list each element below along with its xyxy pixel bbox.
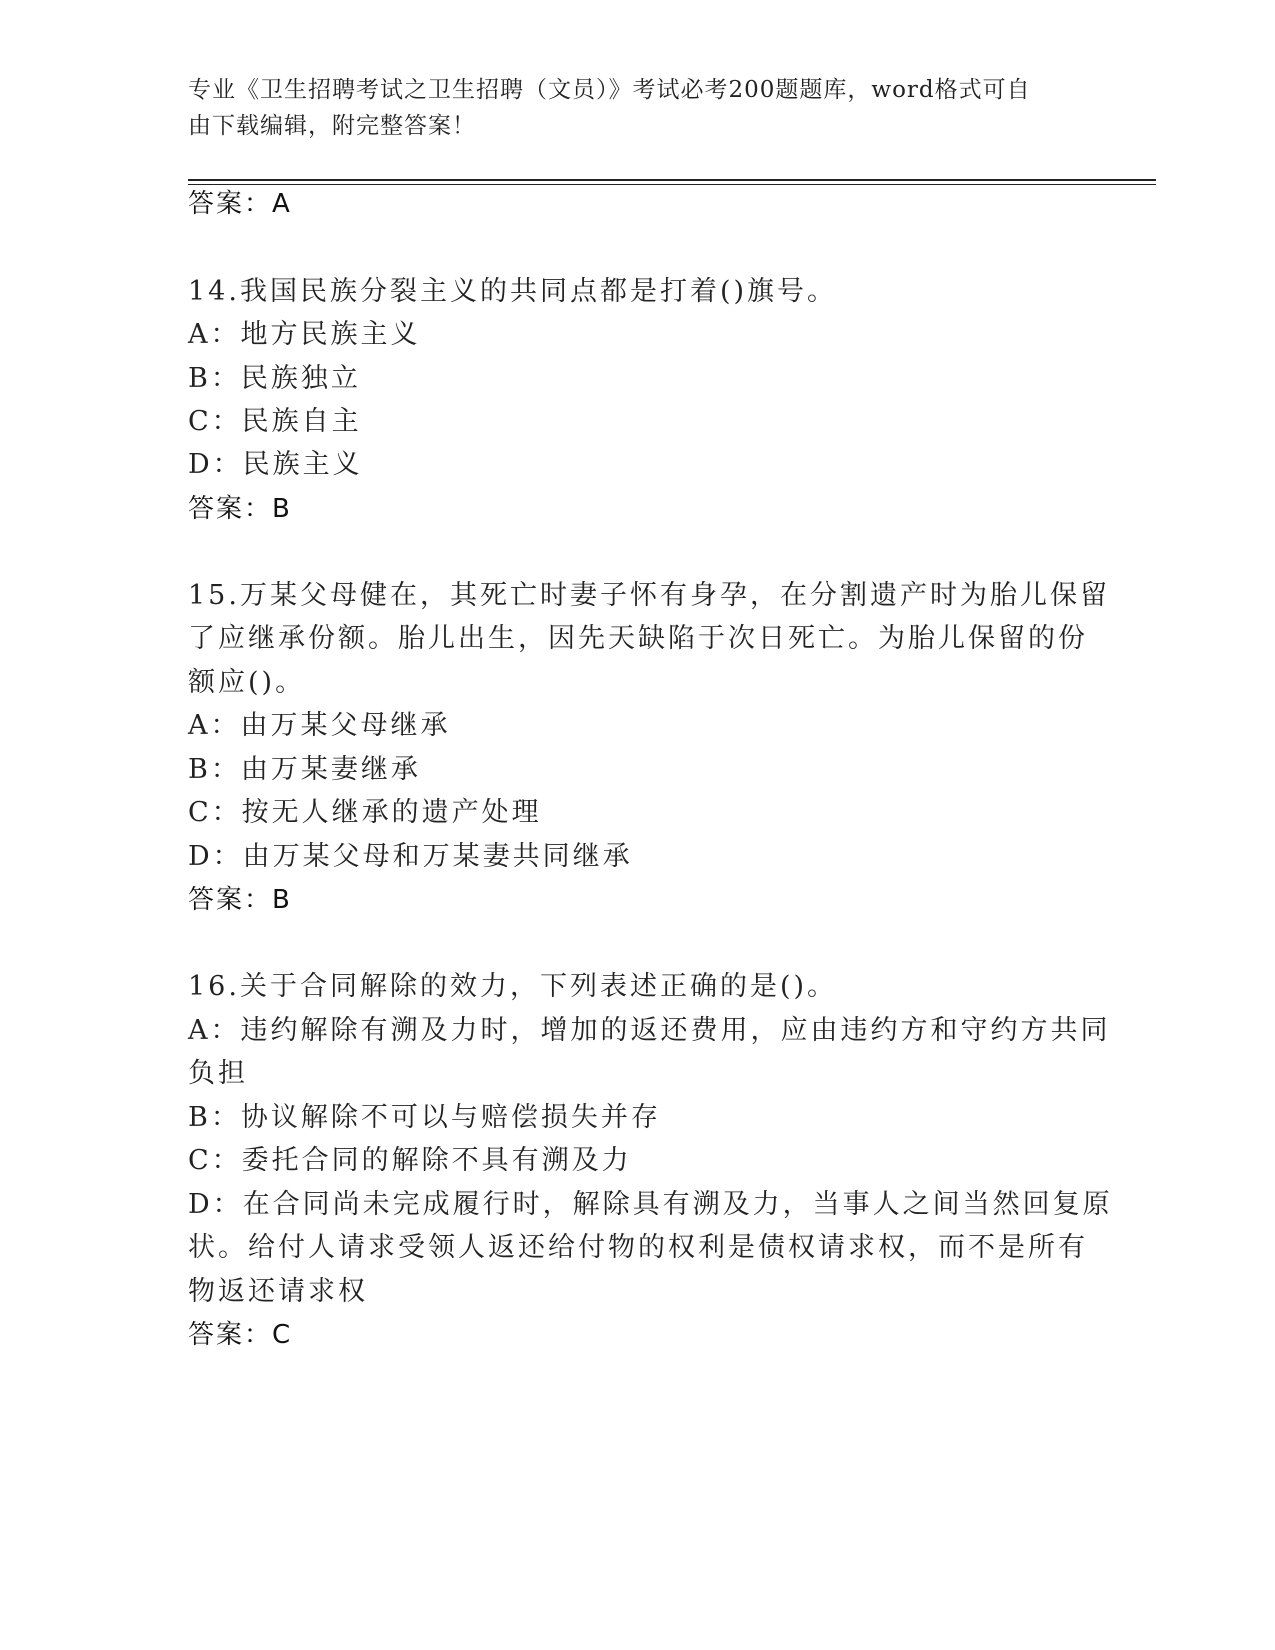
question-stem: 16.关于合同解除的效力，下列表述正确的是()。 bbox=[188, 971, 838, 1002]
question-stem-line-3: 额应()。 bbox=[188, 667, 306, 698]
header-divider-thick bbox=[188, 179, 1156, 181]
option-c: C：委托合同的解除不具有溯及力 bbox=[188, 1145, 632, 1176]
answer-previous: 答案：A bbox=[188, 189, 292, 219]
option-a-line-1: A：违约解除有溯及力时，增加的返还费用，应由违约方和守约方共同 bbox=[188, 1015, 1111, 1046]
header-line-2: 由下载编辑，附完整答案！ bbox=[188, 113, 476, 139]
answer: 答案：C bbox=[188, 1320, 293, 1350]
option-d: D：由万某父母和万某妻共同继承 bbox=[188, 841, 633, 872]
option-a: A：由万某父母继承 bbox=[188, 710, 451, 741]
option-a: A：地方民族主义 bbox=[188, 319, 421, 350]
answer: 答案：B bbox=[188, 494, 292, 524]
option-d-line-3: 物返还请求权 bbox=[188, 1276, 368, 1307]
question-stem-line-2: 了应继承份额。胎儿出生，因先天缺陷于次日死亡。为胎儿保留的份 bbox=[188, 623, 1088, 654]
answer: 答案：B bbox=[188, 885, 292, 915]
option-b: B：民族独立 bbox=[188, 363, 361, 394]
header-divider-thin bbox=[188, 184, 1156, 185]
option-c: C：民族自主 bbox=[188, 406, 362, 437]
option-a-line-2: 负担 bbox=[188, 1058, 248, 1089]
option-b: B：协议解除不可以与赔偿损失并存 bbox=[188, 1102, 661, 1133]
option-c: C：按无人继承的遗产处理 bbox=[188, 797, 542, 828]
option-b: B：由万某妻继承 bbox=[188, 754, 421, 785]
header-line-1: 专业《卫生招聘考试之卫生招聘（文员）》考试必考200题题库，word格式可自 bbox=[188, 77, 1031, 103]
question-stem-line-1: 15.万某父母健在，其死亡时妻子怀有身孕，在分割遗产时为胎儿保留 bbox=[188, 580, 1110, 611]
question-stem: 14.我国民族分裂主义的共同点都是打着()旗号。 bbox=[188, 276, 838, 307]
option-d-line-2: 状。给付人请求受领人返还给付物的权利是债权请求权，而不是所有 bbox=[188, 1232, 1088, 1263]
page-header bbox=[188, 72, 1068, 144]
option-d-line-1: D：在合同尚未完成履行时，解除具有溯及力，当事人之间当然回复原 bbox=[188, 1189, 1113, 1220]
option-d: D：民族主义 bbox=[188, 449, 363, 480]
